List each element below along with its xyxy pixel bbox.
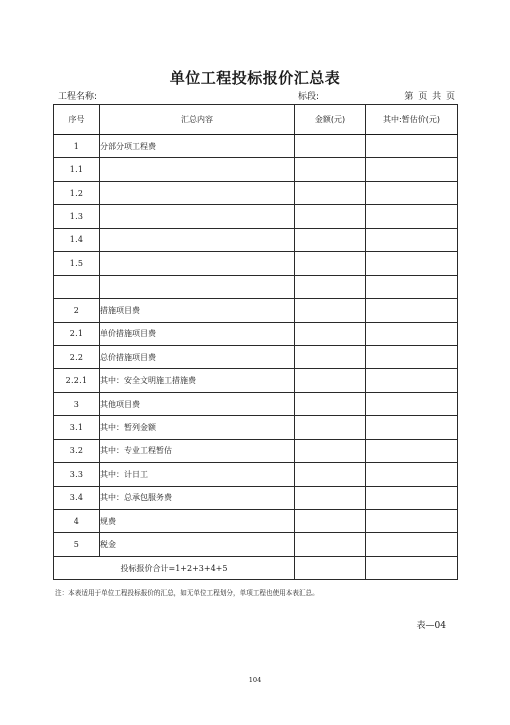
header-no: 序号 — [54, 105, 100, 135]
table-row — [54, 416, 458, 439]
table-header-row — [54, 105, 458, 135]
row-amount-cell — [295, 228, 366, 251]
header-provisional: 其中:暂估价(元) — [366, 105, 458, 135]
row-content-cell — [100, 228, 295, 251]
page-title: 单位工程投标报价汇总表 — [169, 69, 341, 87]
row-number-cell: 1.5 — [54, 252, 100, 275]
row-content-cell: 其中：安全文明施工措施费 — [100, 369, 295, 392]
table-row — [54, 181, 458, 204]
row-content-cell: 单价措施项目费 — [100, 322, 295, 345]
table-row — [54, 299, 458, 322]
row-amount-cell — [295, 181, 366, 204]
table-row — [54, 510, 458, 533]
row-content-cell — [100, 181, 295, 204]
table-row — [54, 205, 458, 228]
table-row — [54, 275, 458, 298]
table-row — [54, 486, 458, 509]
row-provisional-cell — [366, 416, 458, 439]
row-content-cell — [100, 252, 295, 275]
row-content-cell — [100, 275, 295, 298]
row-number-cell: 4 — [54, 510, 100, 533]
row-number-cell: 1.4 — [54, 228, 100, 251]
row-amount-cell — [295, 486, 366, 509]
row-number-cell: 3.4 — [54, 486, 100, 509]
row-provisional-cell — [366, 439, 458, 462]
row-number-cell: 2.1 — [54, 322, 100, 345]
table-row — [54, 252, 458, 275]
table-row — [54, 228, 458, 251]
row-amount-cell — [295, 135, 366, 158]
row-provisional-cell — [366, 181, 458, 204]
table-body — [54, 135, 458, 580]
row-provisional-cell — [366, 533, 458, 556]
row-number-cell: 1.2 — [54, 181, 100, 204]
table-row — [54, 135, 458, 158]
summary-table — [53, 104, 458, 580]
row-amount-cell — [295, 205, 366, 228]
row-provisional-cell — [366, 322, 458, 345]
page-count-label: 第 页 共 页 — [404, 92, 455, 102]
row-provisional-cell — [366, 345, 458, 368]
row-content-cell — [100, 205, 295, 228]
total-label: 投标报价合计=1+2+3+4+5 — [54, 556, 295, 579]
row-provisional-cell — [366, 299, 458, 322]
row-number-cell: 5 — [54, 533, 100, 556]
section-label: 标段: — [298, 92, 320, 102]
row-content-cell: 税金 — [100, 533, 295, 556]
row-content-cell: 总价措施项目费 — [100, 345, 295, 368]
row-number-cell: 2 — [54, 299, 100, 322]
header-amount: 金额(元) — [295, 105, 366, 135]
row-provisional-cell — [366, 392, 458, 415]
row-amount-cell — [295, 252, 366, 275]
table-row — [54, 369, 458, 392]
row-amount-cell — [295, 463, 366, 486]
row-provisional-cell — [366, 135, 458, 158]
row-amount-cell — [295, 275, 366, 298]
table-row — [54, 345, 458, 368]
table-row — [54, 463, 458, 486]
row-provisional-cell — [366, 510, 458, 533]
row-provisional-cell — [366, 252, 458, 275]
row-number-cell: 1 — [54, 135, 100, 158]
row-provisional-cell — [366, 228, 458, 251]
row-amount-cell — [295, 392, 366, 415]
row-amount-cell — [295, 345, 366, 368]
row-number-cell: 2.2.1 — [54, 369, 100, 392]
row-number-cell: 3.3 — [54, 463, 100, 486]
row-provisional-cell — [366, 275, 458, 298]
header-content: 汇总内容 — [100, 105, 295, 135]
row-content-cell: 其中：暂列金额 — [100, 416, 295, 439]
row-number-cell: 3.1 — [54, 416, 100, 439]
row-content-cell: 规费 — [100, 510, 295, 533]
total-provisional-cell — [366, 556, 458, 579]
row-amount-cell — [295, 533, 366, 556]
total-amount-cell — [295, 556, 366, 579]
row-content-cell: 分部分项工程费 — [100, 135, 295, 158]
row-number-cell — [54, 275, 100, 298]
row-number-cell: 1.1 — [54, 158, 100, 181]
row-amount-cell — [295, 416, 366, 439]
row-amount-cell — [295, 322, 366, 345]
table-row — [54, 322, 458, 345]
row-provisional-cell — [366, 486, 458, 509]
row-provisional-cell — [366, 369, 458, 392]
row-number-cell: 3 — [54, 392, 100, 415]
table-row — [54, 439, 458, 462]
footnote: 注：本表适用于单位工程投标报价的汇总，如无单位工程划分，单项工程也使用本表汇总。 — [55, 589, 319, 597]
row-content-cell: 其他项目费 — [100, 392, 295, 415]
row-content-cell: 其中：总承包服务费 — [100, 486, 295, 509]
row-amount-cell — [295, 510, 366, 533]
row-content-cell — [100, 158, 295, 181]
row-amount-cell — [295, 369, 366, 392]
row-content-cell: 其中：专业工程暂估 — [100, 439, 295, 462]
row-number-cell: 2.2 — [54, 345, 100, 368]
project-name-label: 工程名称: — [58, 92, 98, 102]
row-provisional-cell — [366, 205, 458, 228]
row-number-cell: 3.2 — [54, 439, 100, 462]
page-number: 104 — [248, 676, 262, 684]
total-row — [54, 556, 458, 579]
row-amount-cell — [295, 158, 366, 181]
table-row — [54, 158, 458, 181]
row-amount-cell — [295, 439, 366, 462]
table-row — [54, 392, 458, 415]
row-provisional-cell — [366, 463, 458, 486]
table-row — [54, 533, 458, 556]
row-content-cell: 措施项目费 — [100, 299, 295, 322]
row-amount-cell — [295, 299, 366, 322]
form-number: 表—04 — [416, 621, 446, 631]
row-content-cell: 其中：计日工 — [100, 463, 295, 486]
row-number-cell: 1.3 — [54, 205, 100, 228]
row-provisional-cell — [366, 158, 458, 181]
